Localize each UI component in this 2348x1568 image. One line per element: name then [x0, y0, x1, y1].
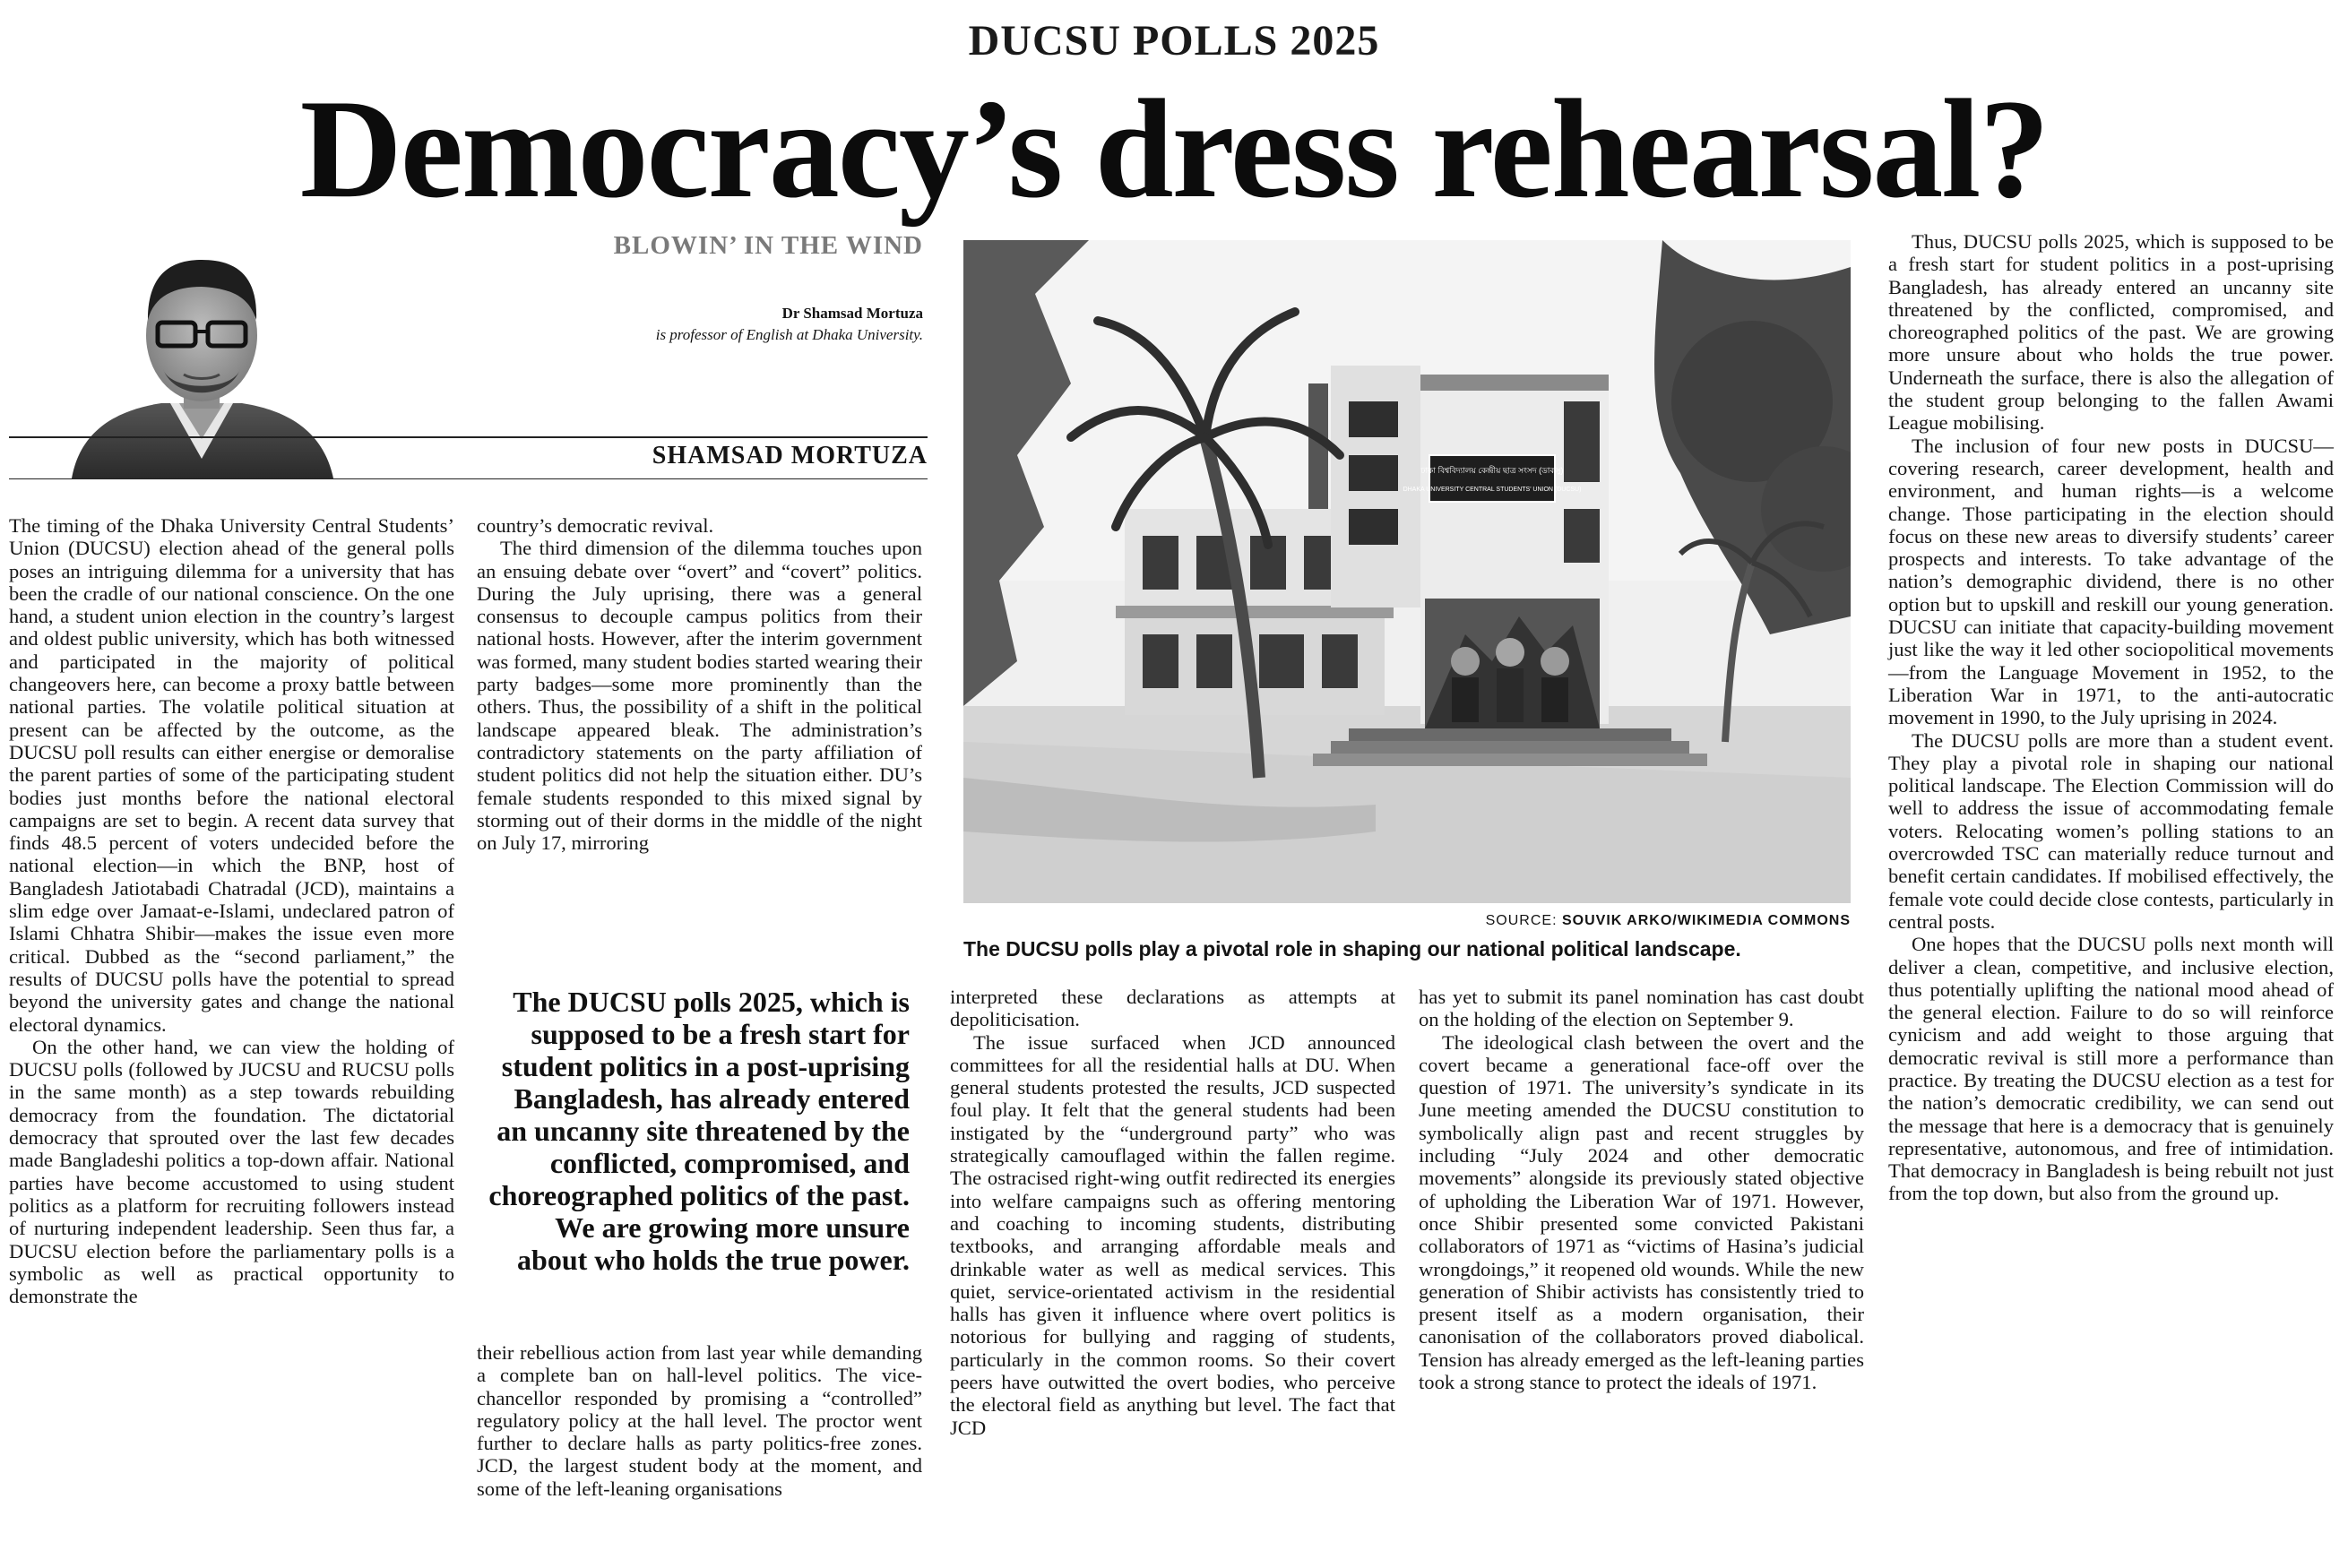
photo-caption: The DUCSU polls play a pivotal role in shaping our national political landscape. — [963, 937, 1741, 961]
body-column-2-top — [477, 514, 922, 854]
photo-source — [963, 913, 1851, 929]
column-label: BLOWIN’ IN THE WIND — [613, 231, 923, 260]
source-credit: SOUVIK ARKO/WIKIMEDIA COMMONS — [1561, 913, 1851, 928]
paragraph: On the other hand, we can view the holding of DUCSU polls (followed by JUCSU and RUCSU polls in the same month) as a step towards rebuilding democracy from the foundation. The dictatorial democracy that sprouted over the last few decades made Bangladeshi politics a top-down affair. National parties have become accustomed to using student politics as a platform for recruiting followers instead of nurturing independent leadership. Seen thus far, a DUCSU election before the parliamentary polls is a symbolic as well as practical opportunity to demonstrate the — [9, 1035, 454, 1308]
headline: Democracy’s dress rehearsal? — [299, 71, 2049, 228]
sign-bengali-text: ঢাকা বিশ্ববিদ্যালয় কেন্দ্রীয় ছাত্র সংসদ (ডাকসু) — [1420, 466, 1564, 475]
paragraph: interpreted these declarations as attempts at depoliticisation. — [950, 986, 1395, 1031]
paragraph: The DUCSU polls are more than a student event. They play a pivotal role in shaping our national political landscape. The Election Commission will do well to address the issue of accommodating female voters. Relocating women’s polling stations to an overcrowded TSC can materially reduce turnout and benefit certain candidates. If mobilised effectively, the female vote could decide close contests, particularly in central posts. — [1888, 728, 2334, 933]
author-name: Dr Shamsad Mortuza — [781, 305, 923, 322]
byline: SHAMSAD MORTUZA — [652, 442, 928, 470]
paragraph: The third dimension of the dilemma touches upon an ensuing debate over “overt” and “covert” politics. During the July uprising, there was a general consensus to decouple campus politics from their national hosts. However, after the interim government was formed, many student bodies started wearing their party badges—some more prominently than the others. Thus, the possibility of a shift in the political landscape appeared bleak. The administration’s contradictory statements on the party affiliation of student politics did not help the situation either. DU’s female students responded to this mixed signal by storming out of their dorms in the middle of the night on July 17, mirroring — [477, 537, 922, 855]
body-column-4 — [1419, 986, 1864, 1393]
paragraph: The ideological clash between the overt and the covert became a generational face-off over the question of 1971. The university’s syndicate in its June meeting amended the DUCSU constitution to symbolically align past and recent struggles by including “July 2024 and other democratic movements” alongside its previously stated objective of upholding the Liberation War of 1971. However, once Shibir presented some convicted Pakistani collaborators of 1971 as “victims of Hasina’s judicial wrongdoings,” it reopened old wounds. While the new generation of Shibir activists has consistently tried to present itself as a modern organisation, their canonisation of the collaborators proved diabolical. Tension has already emerged as the left-leaning parties took a strong stance to protect the ideals of 1971. — [1419, 1030, 1864, 1394]
paragraph: has yet to submit its panel nomination has cast doubt on the holding of the election on September 9. — [1419, 986, 1864, 1031]
body-column-1 — [9, 514, 454, 1307]
author-description: is professor of English at Dhaka University. — [655, 326, 923, 343]
paragraph: The issue surfaced when JCD announced committees for all the residential halls at DU. When general students protested the results, JCD suspected foul play. It felt that the general students had been instigated by the “underground party” who was strategically camouflaged within the fallen regime. The ostracised right-wing outfit redirected its energies into welfare campaigns such as offering mentoring and coaching to incoming students, distributing textbooks, and arranging affordable meals and drinkable water as well as medical services. This quiet, service-orientated activism in the residential halls has given it influence where overt politics is notorious for bullying and ragging of students, particularly in the common rooms. So their covert peers have outwitted the overt bodies, who perceive the electoral field as anything but level. The fact that JCD — [950, 1030, 1395, 1439]
body-column-3 — [950, 986, 1395, 1439]
body-column-2-bottom — [477, 1341, 922, 1500]
paragraph: One hopes that the DUCSU polls next month will deliver a clean, competitive, and inclusive election, thus potentially uplifting the national mood ahead of the general election. Failure to do so will reinforce cynicism and add weight to those arguing that democratic revival is still more a performance than practice. By treating the DUCSU election as a test for the nation’s democratic credibility, we can send out the message that here is a democracy that is genuinely representative, autonomous, and free of intimidation. That democracy in Bangladesh is being rebuilt not just from the top down, but also from the ground up. — [1888, 933, 2334, 1205]
column-rule — [9, 478, 928, 479]
body-column-5 — [1888, 230, 2334, 1205]
section-kicker: DUCSU POLLS 2025 — [968, 17, 1380, 65]
pull-quote: The DUCSU polls 2025, which is supposed to be a fresh start for student politics in a post-uprising Bangladesh, has already entered an uncanny site threatened by the conflicted, compromised, and choreographed politics of the past. We are growing more unsure about who holds the true power. — [488, 986, 910, 1276]
paragraph: The timing of the Dhaka University Central Students’ Union (DUCSU) election ahead of the general polls poses an intriguing dilemma for a university that has been the cradle of our national conscience. On the one hand, a student union election in the country’s largest and oldest public university, which has both witnessed and participated in the majority of political changeovers here, can become a proxy battle between national parties. The volatile political situation at present can be affected by the outcome, as the DUCSU poll results can either energise or demoralise the parent parties of some of the participating student bodies just months before the national electoral campaigns are set to begin. A recent data survey that finds 48.5 percent of voters undecided before the national election—in which the BNP, host of Bangladesh Jatiotabadi Chatradal (JCD), maintains a slim edge over Jamaat-e-Islami, undeclared patron of Islami Chhatra Shibir—makes the issue even more critical. Dubbed as the “second parliament,” the results of DUCSU polls have the potential to spread beyond the university gates and change the national electoral dynamics. — [9, 514, 454, 1036]
paragraph: The inclusion of four new posts in DUCSU—covering research, career development, health and environment, and human rights—is a welcome change. Those participating in the election should focus on these new areas to diversify students’ career prospects and interests. To take advantage of the nation’s demographic dividend, there is no other option but to upskill and reskill our young generation. DUCSU can initiate that capacity-building movement just like the way it led other sociopolitical movements—from the Language Movement in 1952, to the Liberation War in 1971, to the anti-autocratic movement in 1990, to the July uprising in 2024. — [1888, 434, 2334, 729]
byline-rule — [9, 436, 928, 438]
source-prefix: SOURCE: — [1485, 913, 1558, 928]
author-portrait — [54, 235, 350, 478]
paragraph: Thus, DUCSU polls 2025, which is supposed to be a fresh start for student politics in a post-uprising Bangladesh, has already entered an uncanny site threatened by the conflicted, compromised, and choreographed politics of the past. We are growing more unsure about who holds the true power. Underneath the surface, there is also the allegation of the student group belonging to the fallen Awami League mobilising. — [1888, 230, 2334, 435]
sign-english-text: DHAKA UNIVERSITY CENTRAL STUDENTS’ UNION (DUCSU) — [1403, 487, 1582, 493]
paragraph: country’s democratic revival. — [477, 514, 714, 537]
ducsu-building-photo — [963, 240, 1851, 903]
paragraph: their rebellious action from last year while demanding a complete ban on hall-level politics. The vice-chancellor responded by promising a “controlled” regulatory policy at the hall level. The proctor went further to declare halls as party politics-free zones. JCD, the largest student body at the moment, and some of the left-leaning organisations — [477, 1341, 922, 1500]
